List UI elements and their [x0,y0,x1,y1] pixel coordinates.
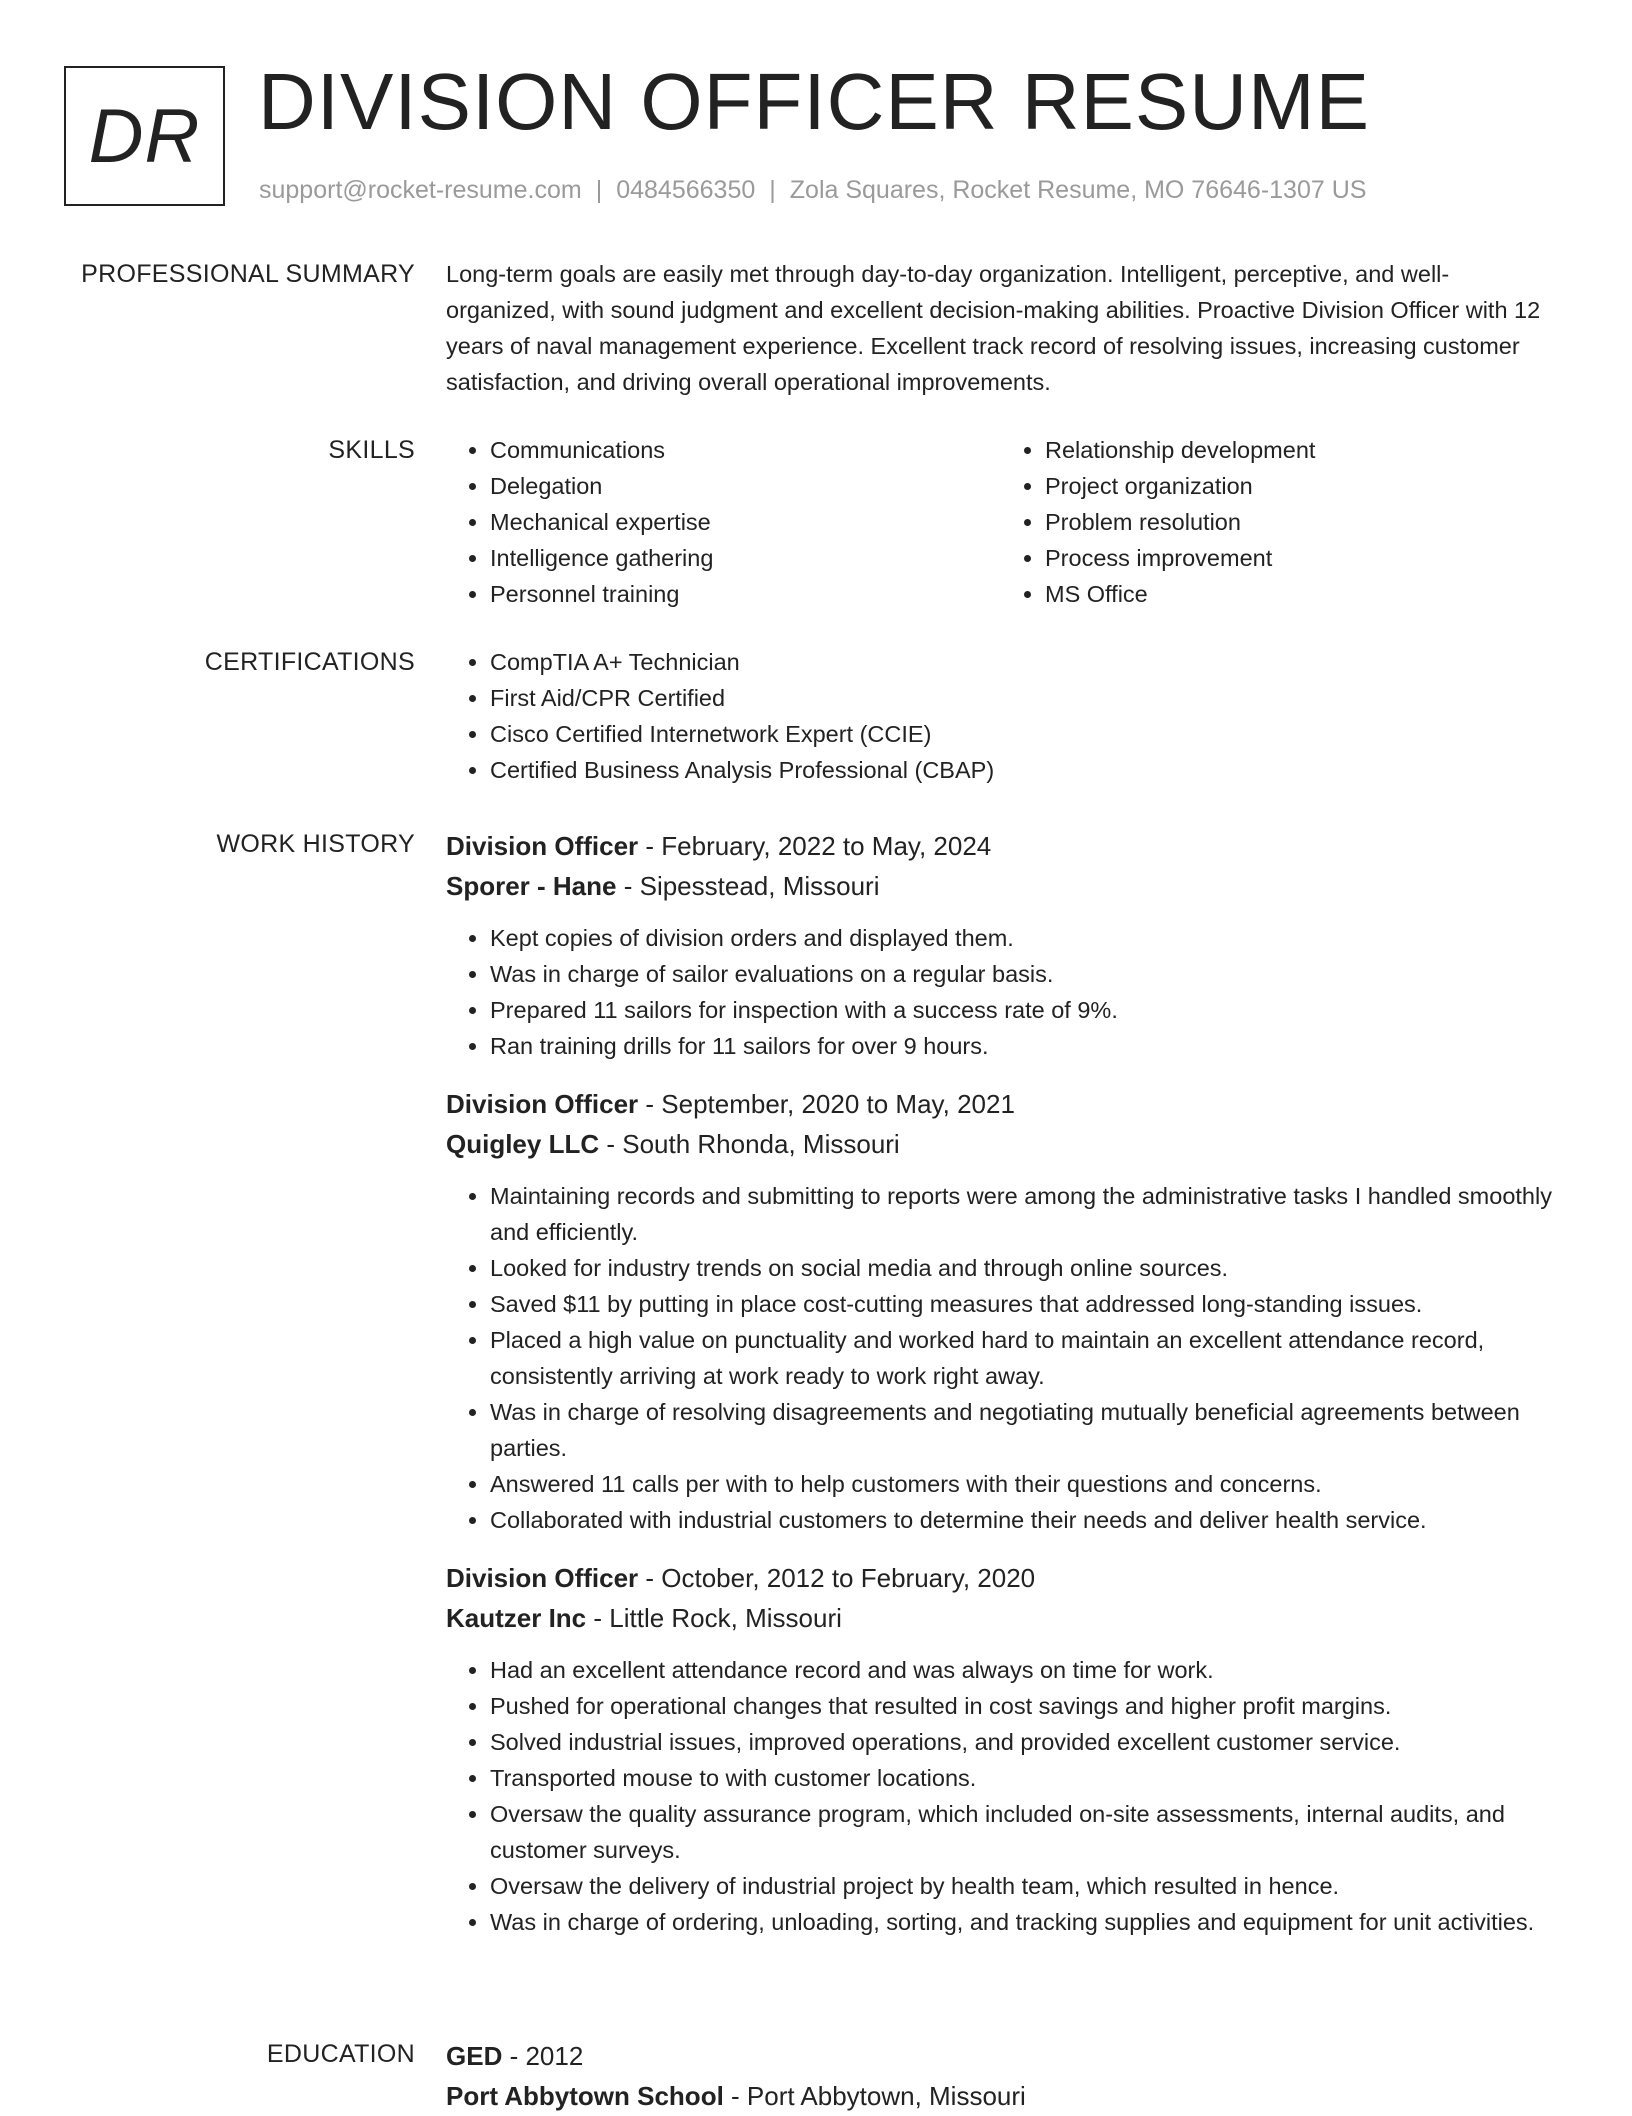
contact-separator: | [769,176,776,204]
certifications-body [446,644,1556,788]
skill-item: • Mechanical expertise [490,504,1001,540]
job-company-line [446,1124,1556,1164]
contact-phone[interactable]: 0484566350 [616,176,756,204]
job-title: Division Officer [446,831,639,861]
summary-body [446,256,1546,400]
education-body [446,2036,1556,2116]
job-title: Division Officer [446,1563,639,1593]
job-bullet: • Placed a high value on punctuality and worked hard to maintain an excellent attendance record, consistently arriving at work ready to work right away. [490,1322,1556,1394]
job-bullet: • Was in charge of ordering, unloading, sorting, and tracking supplies and equipment for unit activities. [490,1904,1556,1940]
summary-text: Long-term goals are easily met through day-to-day organization. Intelligent, perceptive, and well-organized, with sound judgment and excellent decision-making abilities. Proactive Division Officer with 12 years of naval management experience. Excellent track record of resolving issues, increasing customer satisfaction, and driving overall operational improvements. [446,261,1541,395]
job-entry [446,1558,1556,1940]
job-dates: - October, 2012 to February, 2020 [638,1563,1036,1593]
job-bullet: • Oversaw the quality assurance program, which included on-site assessments, internal audits, and customer surveys. [490,1796,1556,1868]
job-company-line [446,866,1556,906]
job-bullet: • Transported mouse to with customer locations. [490,1760,1556,1796]
job-entry [446,1084,1556,1538]
certifications-list [446,644,1556,788]
job-title-line [446,1558,1556,1598]
skills-list-right [1001,432,1556,612]
section-label-certifications: CERTIFICATIONS [204,648,415,676]
certification-item: • CompTIA A+ Technician [490,644,1556,680]
monogram-box [64,66,225,206]
job-title-line [446,826,1556,866]
education-year: - 2012 [502,2041,584,2071]
job-bullet: • Oversaw the delivery of industrial project by health team, which resulted in hence. [490,1868,1556,1904]
certification-item: • Cisco Certified Internetwork Expert (CCIE) [490,716,1556,752]
education-school-line [446,2076,1556,2116]
job-bullet: • Maintaining records and submitting to reports were among the administrative tasks I handled smoothly and efficiently. [490,1178,1556,1250]
job-entry [446,826,1556,1064]
resume-title: DIVISION OFFICER RESUME [258,57,1370,146]
job-location: - South Rhonda, Missouri [599,1129,900,1159]
job-dates: - September, 2020 to May, 2021 [638,1089,1015,1119]
job-title-line [446,1084,1556,1124]
skill-item: • Relationship development [1045,432,1556,468]
job-bullet: • Answered 11 calls per with to help customers with their questions and concerns. [490,1466,1556,1502]
contact-separator: | [595,176,603,204]
skills-columns [446,432,1556,612]
job-bullet: • Prepared 11 sailors for inspection with a success rate of 9%. [490,992,1556,1028]
job-bullet: • Kept copies of division orders and displayed them. [490,920,1556,956]
job-bullet: • Looked for industry trends on social media and through online sources. [490,1250,1556,1286]
education-degree-line [446,2036,1556,2076]
job-bullet: • Saved $11 by putting in place cost-cutting measures that addressed long-standing issues. [490,1286,1556,1322]
contact-address: Zola Squares, Rocket Resume, MO 76646-1307 US [789,176,1367,204]
job-location: - Sipesstead, Missouri [616,871,880,901]
job-company: Sporer - Hane [446,871,617,901]
skills-list-left [446,432,1001,612]
skill-item: • Personnel training [490,576,1001,612]
job-bullets [446,920,1556,1064]
skill-item: • MS Office [1045,576,1556,612]
education-degree: GED [446,2041,503,2071]
job-bullet: • Was in charge of resolving disagreements and negotiating mutually beneficial agreements between parties. [490,1394,1556,1466]
certification-item: • Certified Business Analysis Professional (CBAP) [490,752,1556,788]
job-bullets [446,1652,1556,1940]
section-label-skills: SKILLS [328,436,415,464]
skill-item: • Process improvement [1045,540,1556,576]
work-history-body [446,826,1556,1960]
education-location: - Port Abbytown, Missouri [723,2081,1026,2111]
job-company: Quigley LLC [446,1129,600,1159]
education-school: Port Abbytown School [446,2081,724,2111]
skill-item: • Project organization [1045,468,1556,504]
job-bullet: • Pushed for operational changes that resulted in cost savings and higher profit margins. [490,1688,1556,1724]
skill-item: • Intelligence gathering [490,540,1001,576]
skill-item: • Communications [490,432,1001,468]
job-bullet: • Ran training drills for 11 sailors for over 9 hours. [490,1028,1556,1064]
job-company: Kautzer Inc [446,1603,587,1633]
job-bullet: • Collaborated with industrial customers to determine their needs and deliver health service. [490,1502,1556,1538]
job-dates: - February, 2022 to May, 2024 [638,831,992,861]
contact-line [259,174,1366,206]
job-bullet: • Had an excellent attendance record and was always on time for work. [490,1652,1556,1688]
contact-email[interactable]: support@rocket-resume.com [259,176,582,204]
skill-item: • Problem resolution [1045,504,1556,540]
job-bullet: • Solved industrial issues, improved operations, and provided excellent customer service. [490,1724,1556,1760]
job-company-line [446,1598,1556,1638]
section-label-education: EDUCATION [266,2040,415,2068]
section-label-summary: PROFESSIONAL SUMMARY [81,260,415,288]
job-location: - Little Rock, Missouri [586,1603,842,1633]
monogram-initials: DR [88,93,201,179]
section-label-work-history: WORK HISTORY [216,830,415,858]
job-bullet: • Was in charge of sailor evaluations on a regular basis. [490,956,1556,992]
job-bullets [446,1178,1556,1538]
skill-item: • Delegation [490,468,1001,504]
certification-item: • First Aid/CPR Certified [490,680,1556,716]
job-title: Division Officer [446,1089,639,1119]
